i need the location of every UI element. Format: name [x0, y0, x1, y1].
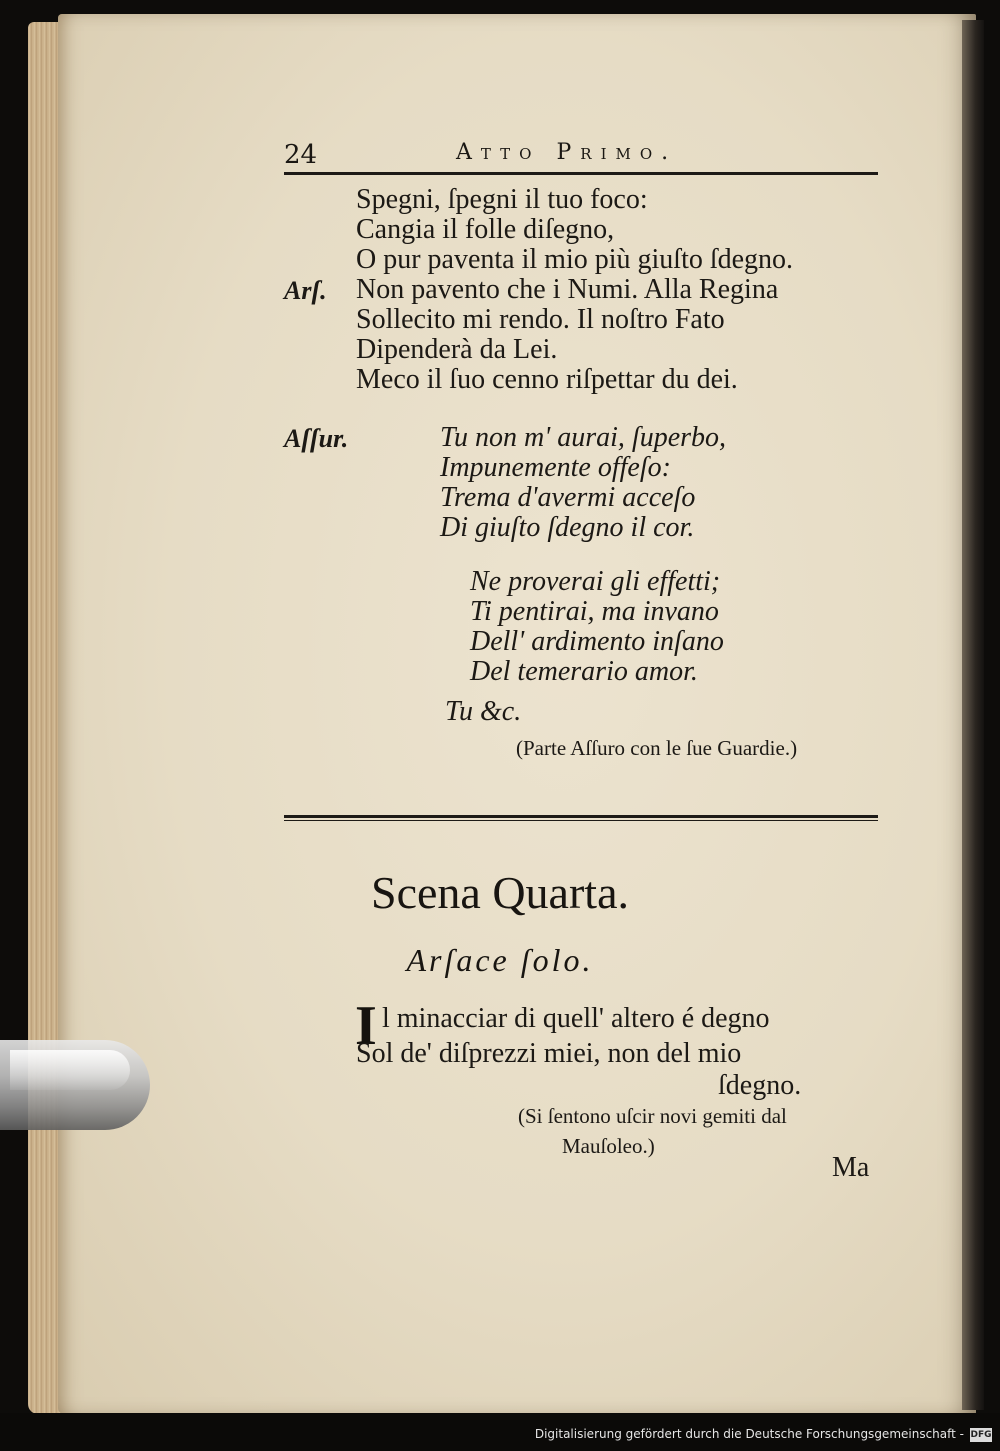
aria-line: Dell' ardimento inſano [470, 626, 724, 657]
verse-line: Sol de' diſprezzi miei, non del mio [356, 1038, 742, 1069]
aria-line: Impunemente offeſo: [440, 452, 671, 483]
drop-cap: I [355, 995, 377, 1057]
book-spine [962, 20, 984, 1410]
verse-line: ſdegno. [718, 1070, 802, 1101]
aria-line: Del temerario amor. [470, 656, 698, 687]
catchword: Ma [832, 1152, 870, 1183]
aria-line: Trema d'avermi acceſo [440, 482, 696, 513]
running-title: Atto Primo. [456, 140, 678, 165]
verse-line: Non pavento che i Numi. Alla Regina [356, 274, 779, 305]
verse-line: Meco il ſuo cenno riſpettar du dei. [356, 364, 738, 395]
verse-line: Dipenderà da Lei. [356, 334, 558, 365]
footer-credit: Digitalisierung gefördert durch die Deutsche Forschungsgemeinschaft - [534, 1427, 964, 1441]
speaker-label: Aſſur. [284, 424, 349, 453]
verse-line: Sollecito mi rendo. Il noſtro Fato [356, 304, 725, 335]
stage-direction: (Si ſentono uſcir novi gemiti dal [518, 1104, 787, 1128]
stage-direction: (Parte Aſſuro con le ſue Guardie.) [516, 736, 798, 760]
verse-line: l minacciar di quell' altero é degno [382, 1003, 770, 1034]
header-rule [284, 172, 878, 175]
scene-divider [284, 815, 878, 818]
verse-line: Spegni, ſpegni il tuo foco: [356, 184, 648, 215]
verse-line: O pur paventa il mio più giuſto ſdegno. [356, 244, 794, 275]
scene-divider-thin [284, 820, 878, 821]
aria-line: Ne proverai gli effetti; [470, 566, 721, 597]
aria-line: Ti pentirai, ma invano [470, 596, 719, 627]
dfg-logo-icon: DFG [970, 1430, 992, 1440]
aria-line: Tu non m' aurai, ſuperbo, [440, 422, 727, 453]
page-number: 24 [284, 140, 318, 170]
speaker-label: Arſ. [284, 276, 327, 305]
page-clip-highlight [10, 1050, 130, 1090]
scene-subtitle: Arſace ſolo. [406, 942, 594, 978]
aria-line: Di giuſto ſdegno il cor. [440, 512, 695, 543]
stage-direction: Mauſoleo.) [562, 1134, 655, 1158]
da-capo: Tu &c. [445, 696, 522, 727]
verse-line: Cangia il folle diſegno, [356, 214, 615, 245]
running-header [284, 140, 878, 174]
scene-title: Scena Quarta. [371, 867, 629, 918]
